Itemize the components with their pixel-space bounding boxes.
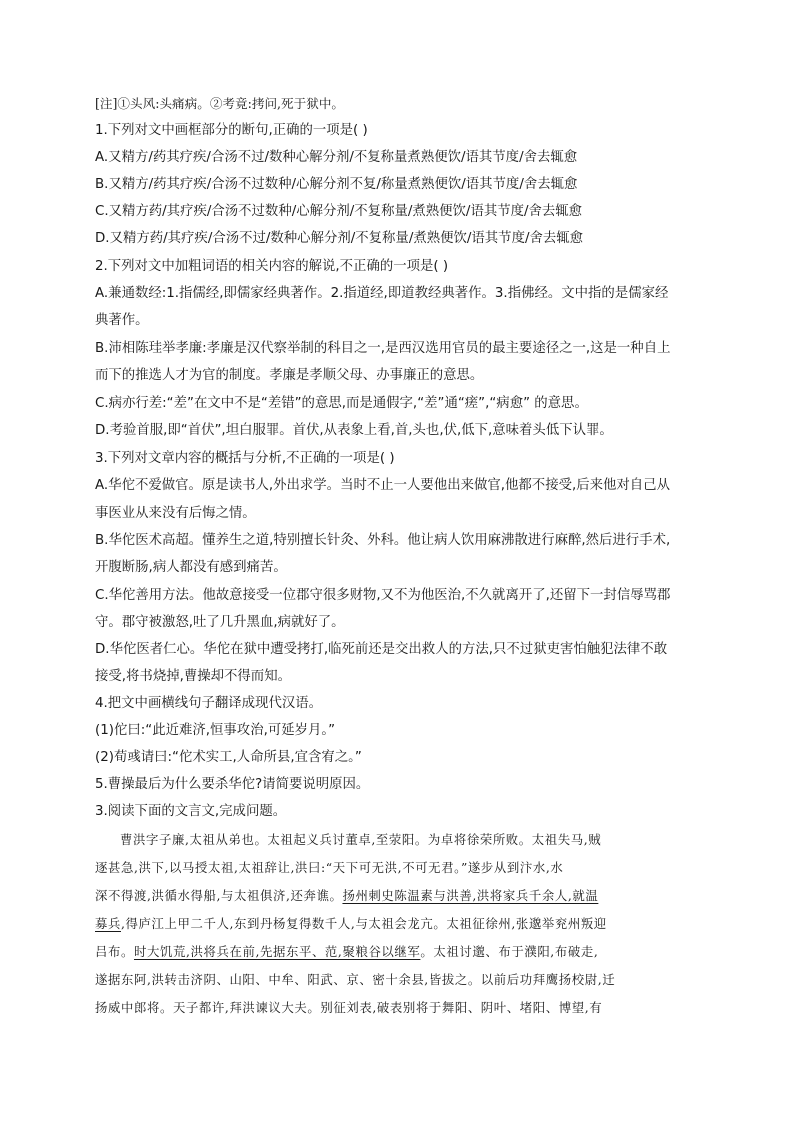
section-3-heading: 3.阅读下面的文言文,完成问题。 xyxy=(95,804,287,819)
question-2-option-b: B.沛相陈珪举孝廉:孝廉是汉代察举制的科目之一,是西汉选用官员的最主要途径之一,这是一种自上 xyxy=(95,341,671,356)
question-2-option-a: A.兼通数经:1.指儒经,即儒家经典著作。2.指道经,即道教经典著作。3.指佛经。文中指的是儒家经 xyxy=(95,286,669,301)
underlined-sentence-1-end: 募兵 xyxy=(95,916,121,931)
passage-text: ,得庐江上甲二千人,东到丹杨复得数千人,与太祖会龙亢。太祖征徐州,张邈举兖州叛迎 xyxy=(120,916,607,931)
question-3-option-d: D.华佗医者仁心。华佗在狱中遭受拷打,临死前还是交出救人的方法,只不过狱吏害怕触犯法律不敢 xyxy=(95,642,668,657)
passage-text: 深不得渡,洪循水得船,与太祖俱济,还奔谯。 xyxy=(95,888,343,903)
question-1-option-a: A.又精方/药其疗疾/合汤不过/数种心解分剂/不复称量煮熟便饮/语其节度/舍去辄愈 xyxy=(95,150,578,165)
passage-line-2: 逐甚急,洪下,以马授太祖,太祖辞让,洪曰:“天下可无洪,不可无君。”遂步从到汴水,水 xyxy=(95,860,564,875)
question-3-option-d-cont: 接受,将书烧掉,曹操却不得而知。 xyxy=(95,669,291,684)
question-3-option-b: B.华佗医术高超。懂养生之道,特别擅长针灸、外科。他让病人饮用麻沸散进行麻醉,然后进行手术, xyxy=(95,533,671,548)
question-3-option-a: A.华佗不爱做官。原是读书人,外出求学。当时不止一人要他出来做官,他都不接受,后来他对自己从 xyxy=(95,478,670,493)
question-3-option-b-cont: 开腹断肠,病人都没有感到痛苦。 xyxy=(95,560,287,575)
question-3-option-c: C.华佗善用方法。他故意接受一位郡守很多财物,又不为他医治,不久就离开了,还留下一封信辱骂郡 xyxy=(95,588,671,603)
underlined-sentence-1: 扬州刺史陈温素与洪善,洪将家兵千余人,就温 xyxy=(342,888,599,903)
question-1-option-c: C.又精方药/其疗疾/合汤不过数种/心解分剂/不复称量/煮熟便饮/语其节度/舍去辄愈 xyxy=(95,204,583,219)
passage-line-1: 曹洪字子廉,太祖从弟也。太祖起义兵讨董卓,至荥阳。为卓将徐荣所败。太祖失马,贼 xyxy=(120,832,602,847)
underlined-sentence-2: 时大饥荒,洪将兵在前,先据东平、范,聚粮谷以继军 xyxy=(133,944,421,959)
question-4-stem: 4.把文中画横线句子翻译成现代汉语。 xyxy=(95,696,323,711)
question-3-option-a-cont: 事医业从来没有后悔之情。 xyxy=(95,506,256,521)
question-4-sentence-2: (2)荀彧请曰:“佗术实工,人命所县,宜含宥之。” xyxy=(95,750,362,765)
passage-line-5 xyxy=(95,943,710,961)
question-2-option-a-cont: 典著作。 xyxy=(95,313,149,328)
passage-line-4 xyxy=(95,915,710,933)
question-2-option-b-cont: 而下的推选人才为官的制度。孝廉是孝顺父母、办事廉正的意思。 xyxy=(95,368,484,383)
passage-line-3 xyxy=(95,887,710,905)
question-4-sentence-1: (1)佗曰:“此近难济,恒事攻治,可延岁月。” xyxy=(95,723,336,738)
passage-line-7: 扬威中郎将。天子都许,拜洪谏议大夫。别征刘表,破表别将于舞阳、阴叶、堵阳、博望,有 xyxy=(95,1000,603,1015)
annotation-note: [注]①头风:头痛病。②考竟:拷问,死于狱中。 xyxy=(95,96,345,111)
passage-text: 。太祖讨邈、布于濮阳,布破走, xyxy=(420,944,599,959)
question-2-stem: 2.下列对文中加粗词语的相关内容的解说,不正确的一项是( ) xyxy=(95,259,449,274)
question-3-stem: 3.下列对文章内容的概括与分析,不正确的一项是( ) xyxy=(95,451,395,466)
passage-line-6: 遂据东阿,洪转击济阴、山阳、中牟、阳武、京、密十余县,皆拔之。以前后功拜鹰扬校尉,迁 xyxy=(95,972,616,987)
question-5-stem: 5.曹操最后为什么要杀华佗?请简要说明原因。 xyxy=(95,777,370,792)
question-2-option-c: C.病亦行差:“差”在文中不是“差错”的意思,而是通假字,“差”通“瘥”,“病愈” 的意思。 xyxy=(95,396,588,411)
question-1-option-d: D.又精方药/其疗疾/合汤不过/数种心解分剂/不复称量/煮熟便饮/语其节度/舍去辄愈 xyxy=(95,231,584,246)
question-3-option-c-cont: 守。郡守被激怒,吐了几升黑血,病就好了。 xyxy=(95,615,345,630)
question-1-option-b: B.又精方/药其疗疾/合汤不过数种/心解分剂不复/称量煮熟便饮/语其节度/舍去辄愈 xyxy=(95,177,578,192)
question-1-stem: 1.下列对文中画框部分的断句,正确的一项是( ) xyxy=(95,123,368,138)
passage-text: 吕布。 xyxy=(95,944,134,959)
question-2-option-d: D.考验首服,即“首伏”,坦白服罪。首伏,从表象上看,首,头也,伏,低下,意味着头低下认罪。 xyxy=(95,423,613,438)
